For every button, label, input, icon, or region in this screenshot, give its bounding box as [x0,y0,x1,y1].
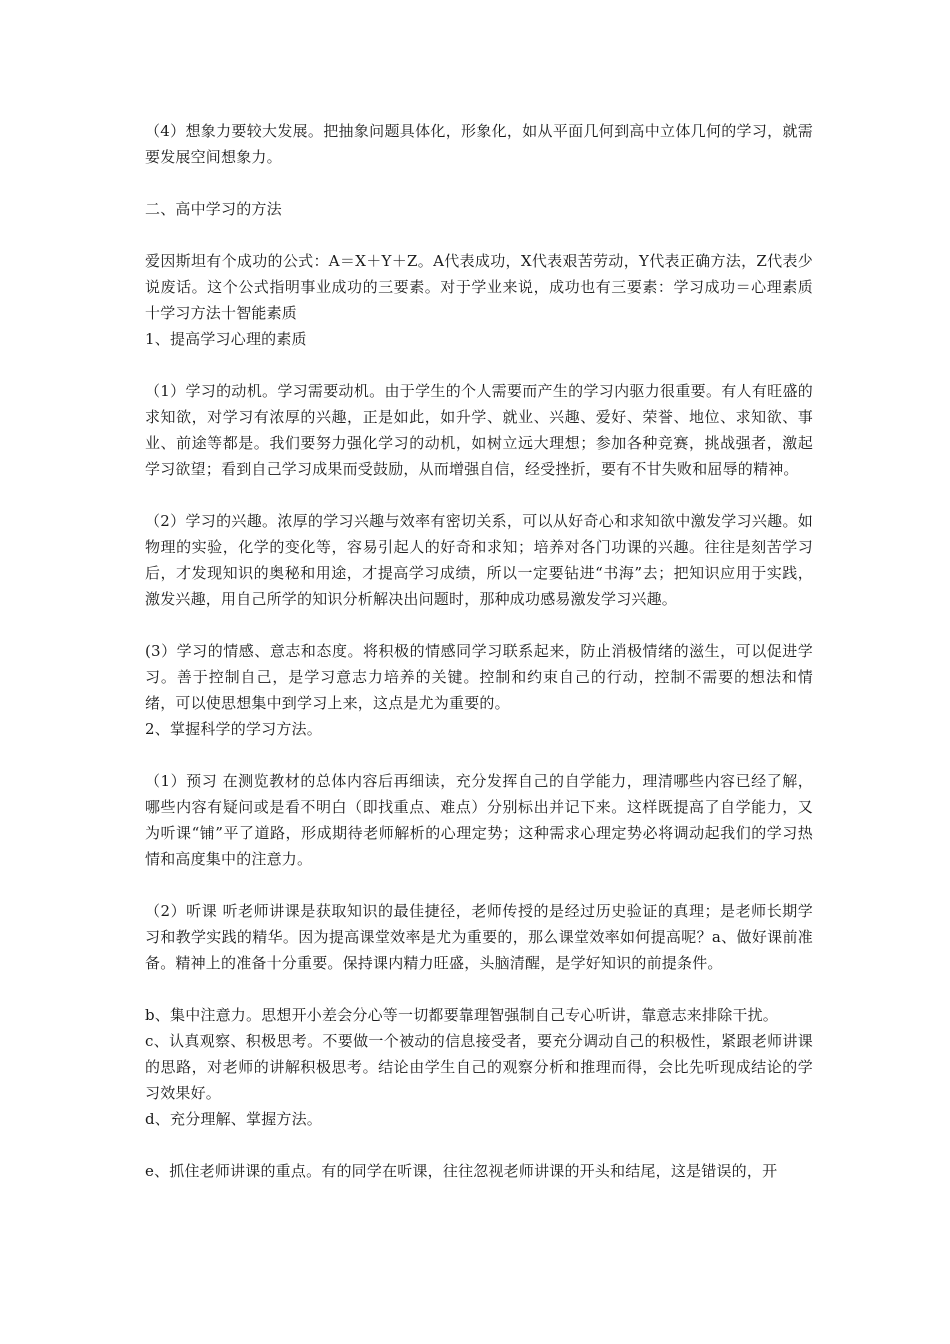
paragraph-interest: （2）学习的兴趣。浓厚的学习兴趣与效率有密切关系，可以从好奇心和求知欲中激发学习兴趣。如物理的实验，化学的变化等，容易引起人的好奇和求知；培养对各门功课的兴趣。往往是刻苦学习后，才发现知识的奥秘和用途，才提高学习成绩，所以一定要钻进“书海”去；把知识应用于实践，激发兴趣，用自己所学的知识分析解决出问题时，那种成功感易激发学习兴趣。 [145,512,813,608]
document-body [145,118,813,1184]
paragraph-spacer [145,222,813,248]
section-heading-methods: 二、高中学习的方法 [145,200,282,218]
paragraph-spacer [145,482,813,508]
subheading-scientific-methods: 2、掌握科学的学习方法。 [145,720,322,738]
paragraph-preview: （1）预习 在测览教材的总体内容后再细读，充分发挥自己的自学能力，理清哪些内容已经了解，哪些内容有疑问或是看不明白（即找重点、难点）分别标出并记下来。这样既提高了自学能力，又为听课“铺”平了道路，形成期待老师解析的心理定势；这种需求心理定势必将调动起我们的学习热情和高度集中的注意力。 [145,772,813,868]
paragraph-spacer [145,872,813,898]
paragraph-emotion-will: (3）学习的情感、意志和态度。将积极的情感同学习联系起来，防止消极情绪的滋生，可以促进学习。善于控制自己，是学习意志力培养的关键。控制和约束自己的行动，控制不需要的想法和情绪，可以使思想集中到学习上来，这点是尤为重要的。 [145,642,813,712]
paragraph-listening: （2）听课 听老师讲课是获取知识的最佳捷径，老师传授的是经过历史验证的真理；是老师长期学习和教学实践的精华。因为提高课堂效率是尤为重要的，那么课堂效率如何提高呢？a、做好课前准备。精神上的准备十分重要。保持课内精力旺盛，头脑清醒，是学好知识的前提条件。 [145,902,813,972]
paragraph-spacer [145,976,813,1002]
paragraph-observe-think: c、认真观察、积极思考。不要做一个被动的信息接受者，要充分调动自己的积极性，紧跟老师讲课的思路，对老师的讲解积极思考。结论由学生自己的观察分析和推理而得，会比先听现成结论的学习效果好。 [145,1032,813,1102]
paragraph-spacer [145,742,813,768]
paragraph-spacer [145,612,813,638]
paragraph-spacer [145,170,813,196]
subheading-psychology: 1、提高学习心理的素质 [145,330,307,348]
paragraph-spacer [145,352,813,378]
paragraph-focus: b、集中注意力。思想开小差会分心等一切都要靠理智强制自己专心听讲，靠意志来排除干扰。 [145,1006,779,1024]
paragraph-imagination: （4）想象力要较大发展。把抽象问题具体化，形象化，如从平面几何到高中立体几何的学习，就需要发展空间想象力。 [145,122,813,166]
paragraph-spacer [145,1132,813,1158]
paragraph-key-points: e、抓住老师讲课的重点。有的同学在听课，往往忽视老师讲课的开头和结尾，这是错误的，开 [145,1162,778,1180]
paragraph-motivation: （1）学习的动机。学习需要动机。由于学生的个人需要而产生的学习内驱力很重要。有人有旺盛的求知欲，对学习有浓厚的兴趣，正是如此，如升学、就业、兴趣、爱好、荣誉、地位、求知欲、事业、前途等都是。我们要努力强化学习的动机，如树立远大理想；参加各种竞赛，挑战强者，激起学习欲望；看到自己学习成果而受鼓励，从而增强自信，经受挫折，要有不甘失败和屈辱的精神。 [145,382,813,478]
paragraph-einstein-formula: 爱因斯坦有个成功的公式：A＝X＋Y＋Z。A代表成功，X代表艰苦劳动，Y代表正确方法，Z代表少说废话。这个公式指明事业成功的三要素。对于学业来说，成功也有三要素：学习成功＝心理素质十学习方法十智能素质 [145,252,813,322]
paragraph-understand: d、充分理解、掌握方法。 [145,1110,323,1128]
